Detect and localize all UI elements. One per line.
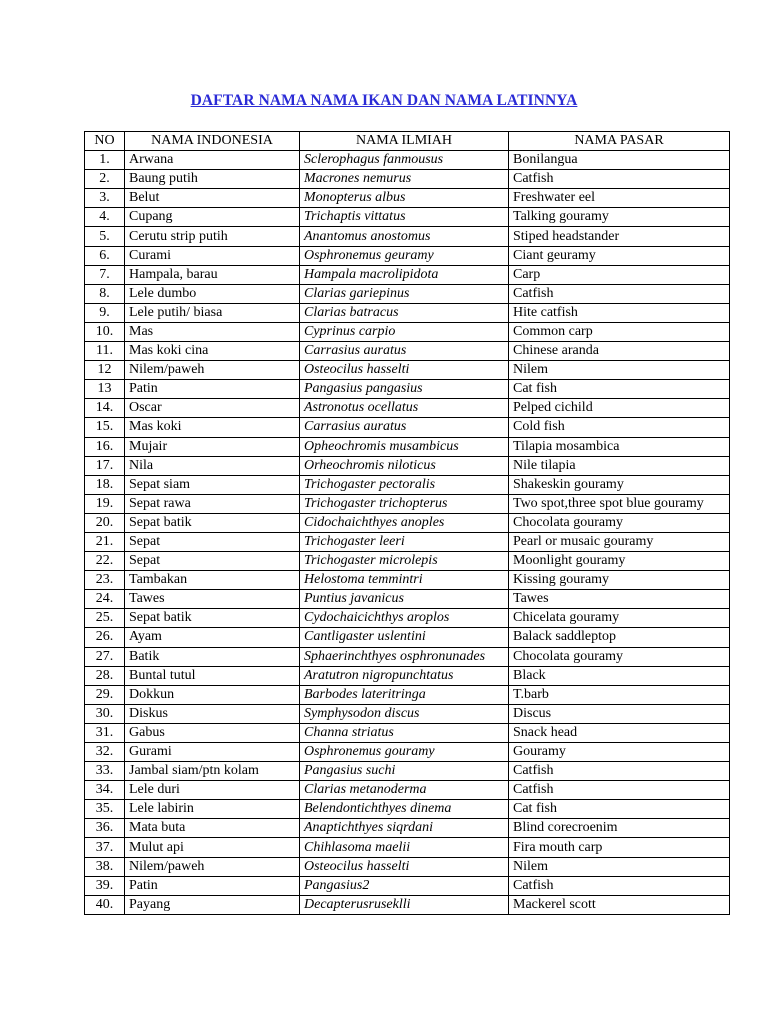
cell-nama-pasar: Chinese aranda <box>509 342 730 361</box>
table-row <box>85 628 730 647</box>
cell-nama-indonesia: Mas koki cina <box>125 342 300 361</box>
table-row <box>85 380 730 399</box>
cell-no: 33. <box>85 762 125 781</box>
table-row <box>85 532 730 551</box>
cell-nama-pasar: T.barb <box>509 685 730 704</box>
cell-no: 30. <box>85 704 125 723</box>
cell-no: 27. <box>85 647 125 666</box>
cell-no: 29. <box>85 685 125 704</box>
cell-nama-ilmiah: Macrones nemurus <box>300 170 509 189</box>
cell-nama-pasar: Black <box>509 666 730 685</box>
cell-no: 18. <box>85 475 125 494</box>
cell-nama-pasar: Catfish <box>509 781 730 800</box>
cell-nama-indonesia: Sepat <box>125 552 300 571</box>
cell-nama-pasar: Catfish <box>509 876 730 895</box>
cell-nama-pasar: Two spot,three spot blue gouramy <box>509 494 730 513</box>
cell-nama-indonesia: Tawes <box>125 590 300 609</box>
cell-no: 15. <box>85 418 125 437</box>
table-row <box>85 781 730 800</box>
cell-no: 17. <box>85 456 125 475</box>
table-row <box>85 361 730 380</box>
cell-nama-pasar: Shakeskin gouramy <box>509 475 730 494</box>
cell-no: 28. <box>85 666 125 685</box>
cell-no: 22. <box>85 552 125 571</box>
cell-nama-ilmiah: Aratutron nigropunchtatus <box>300 666 509 685</box>
table-row <box>85 590 730 609</box>
cell-nama-ilmiah: Cyprinus carpio <box>300 322 509 341</box>
table-row <box>85 303 730 322</box>
cell-nama-indonesia: Nilem/paweh <box>125 857 300 876</box>
table-row <box>85 685 730 704</box>
table-row <box>85 475 730 494</box>
cell-nama-ilmiah: Cydochaicichthys aroplos <box>300 609 509 628</box>
cell-nama-indonesia: Mulut api <box>125 838 300 857</box>
cell-nama-ilmiah: Belendontichthyes dinema <box>300 800 509 819</box>
cell-nama-indonesia: Tambakan <box>125 571 300 590</box>
cell-no: 5. <box>85 227 125 246</box>
cell-nama-pasar: Carp <box>509 265 730 284</box>
table-row <box>85 265 730 284</box>
cell-nama-indonesia: Sepat batik <box>125 513 300 532</box>
table-row <box>85 246 730 265</box>
cell-nama-indonesia: Payang <box>125 895 300 914</box>
cell-nama-pasar: Freshwater eel <box>509 189 730 208</box>
table-row <box>85 456 730 475</box>
cell-nama-pasar: Discus <box>509 704 730 723</box>
column-header-no: NO <box>85 132 125 151</box>
cell-nama-ilmiah: Helostoma temmintri <box>300 571 509 590</box>
cell-nama-indonesia: Arwana <box>125 151 300 170</box>
cell-no: 19. <box>85 494 125 513</box>
cell-nama-ilmiah: Trichaptis vittatus <box>300 208 509 227</box>
cell-nama-pasar: Catfish <box>509 762 730 781</box>
cell-no: 11. <box>85 342 125 361</box>
cell-nama-pasar: Stiped headstander <box>509 227 730 246</box>
cell-nama-ilmiah: Anaptichthyes siqrdani <box>300 819 509 838</box>
cell-nama-ilmiah: Clarias gariepinus <box>300 284 509 303</box>
cell-no: 1. <box>85 151 125 170</box>
cell-nama-indonesia: Buntal tutul <box>125 666 300 685</box>
table-row <box>85 609 730 628</box>
cell-nama-indonesia: Mata buta <box>125 819 300 838</box>
cell-nama-ilmiah: Hampala macrolipidota <box>300 265 509 284</box>
cell-nama-pasar: Catfish <box>509 170 730 189</box>
cell-nama-pasar: Kissing gouramy <box>509 571 730 590</box>
cell-no: 21. <box>85 532 125 551</box>
cell-no: 36. <box>85 819 125 838</box>
cell-nama-ilmiah: Astronotus ocellatus <box>300 399 509 418</box>
table-row <box>85 800 730 819</box>
cell-nama-ilmiah: Decapterusruseklli <box>300 895 509 914</box>
cell-nama-pasar: Gouramy <box>509 743 730 762</box>
cell-nama-indonesia: Lele duri <box>125 781 300 800</box>
cell-nama-pasar: Nile tilapia <box>509 456 730 475</box>
cell-no: 39. <box>85 876 125 895</box>
cell-nama-indonesia: Mas koki <box>125 418 300 437</box>
table-body <box>85 151 730 915</box>
table-row <box>85 571 730 590</box>
cell-nama-ilmiah: Cidochaichthyes anoples <box>300 513 509 532</box>
cell-nama-pasar: Moonlight gouramy <box>509 552 730 571</box>
cell-nama-indonesia: Sepat siam <box>125 475 300 494</box>
cell-nama-indonesia: Sepat rawa <box>125 494 300 513</box>
cell-nama-indonesia: Patin <box>125 380 300 399</box>
cell-nama-ilmiah: Pangasius pangasius <box>300 380 509 399</box>
cell-nama-indonesia: Mujair <box>125 437 300 456</box>
cell-nama-indonesia: Gurami <box>125 743 300 762</box>
cell-no: 35. <box>85 800 125 819</box>
column-header-nama-pasar: NAMA PASAR <box>509 132 730 151</box>
cell-nama-pasar: Cat fish <box>509 380 730 399</box>
cell-no: 13 <box>85 380 125 399</box>
table-row <box>85 189 730 208</box>
cell-nama-pasar: Pelped cichild <box>509 399 730 418</box>
cell-no: 23. <box>85 571 125 590</box>
cell-nama-ilmiah: Orheochromis niloticus <box>300 456 509 475</box>
cell-nama-pasar: Cat fish <box>509 800 730 819</box>
cell-no: 3. <box>85 189 125 208</box>
cell-nama-indonesia: Gabus <box>125 723 300 742</box>
cell-no: 4. <box>85 208 125 227</box>
cell-nama-indonesia: Lele labirin <box>125 800 300 819</box>
cell-nama-ilmiah: Carrasius auratus <box>300 418 509 437</box>
cell-nama-ilmiah: Monopterus albus <box>300 189 509 208</box>
cell-no: 14. <box>85 399 125 418</box>
cell-nama-ilmiah: Carrasius auratus <box>300 342 509 361</box>
cell-nama-pasar: Blind corecroenim <box>509 819 730 838</box>
cell-nama-indonesia: Lele putih/ biasa <box>125 303 300 322</box>
cell-nama-indonesia: Nila <box>125 456 300 475</box>
cell-nama-pasar: Ciant geuramy <box>509 246 730 265</box>
cell-no: 38. <box>85 857 125 876</box>
cell-nama-indonesia: Mas <box>125 322 300 341</box>
cell-nama-ilmiah: Trichogaster microlepis <box>300 552 509 571</box>
cell-nama-pasar: Fira mouth carp <box>509 838 730 857</box>
cell-nama-indonesia: Hampala, barau <box>125 265 300 284</box>
cell-nama-pasar: Cold fish <box>509 418 730 437</box>
cell-nama-ilmiah: Trichogaster trichopterus <box>300 494 509 513</box>
cell-nama-pasar: Snack head <box>509 723 730 742</box>
cell-nama-ilmiah: Osphronemus gouramy <box>300 743 509 762</box>
cell-nama-pasar: Nilem <box>509 857 730 876</box>
cell-nama-pasar: Nilem <box>509 361 730 380</box>
cell-no: 37. <box>85 838 125 857</box>
cell-no: 7. <box>85 265 125 284</box>
table-row <box>85 208 730 227</box>
cell-nama-pasar: Chocolata gouramy <box>509 513 730 532</box>
cell-nama-indonesia: Curami <box>125 246 300 265</box>
cell-nama-ilmiah: Opheochromis musambicus <box>300 437 509 456</box>
table-row <box>85 494 730 513</box>
cell-nama-ilmiah: Trichogaster leeri <box>300 532 509 551</box>
table-row <box>85 876 730 895</box>
table-row <box>85 170 730 189</box>
cell-nama-ilmiah: Sphaerinchthyes osphronunades <box>300 647 509 666</box>
cell-no: 34. <box>85 781 125 800</box>
cell-nama-pasar: Bonilangua <box>509 151 730 170</box>
cell-nama-indonesia: Baung putih <box>125 170 300 189</box>
table-row <box>85 666 730 685</box>
table-row <box>85 513 730 532</box>
column-header-nama-indonesia: NAMA INDONESIA <box>125 132 300 151</box>
cell-nama-pasar: Tawes <box>509 590 730 609</box>
cell-nama-ilmiah: Trichogaster pectoralis <box>300 475 509 494</box>
cell-nama-ilmiah: Sclerophagus fanmousus <box>300 151 509 170</box>
cell-nama-indonesia: Jambal siam/ptn kolam <box>125 762 300 781</box>
cell-nama-ilmiah: Osphronemus geuramy <box>300 246 509 265</box>
cell-nama-ilmiah: Symphysodon discus <box>300 704 509 723</box>
cell-nama-ilmiah: Pangasius2 <box>300 876 509 895</box>
cell-nama-indonesia: Batik <box>125 647 300 666</box>
cell-nama-ilmiah: Channa striatus <box>300 723 509 742</box>
cell-no: 24. <box>85 590 125 609</box>
table-row <box>85 723 730 742</box>
cell-no: 25. <box>85 609 125 628</box>
cell-nama-indonesia: Cupang <box>125 208 300 227</box>
table-row <box>85 819 730 838</box>
cell-nama-ilmiah: Puntius javanicus <box>300 590 509 609</box>
table-row <box>85 437 730 456</box>
cell-no: 12 <box>85 361 125 380</box>
cell-no: 20. <box>85 513 125 532</box>
cell-nama-ilmiah: Clarias batracus <box>300 303 509 322</box>
cell-no: 32. <box>85 743 125 762</box>
cell-nama-pasar: Chicelata gouramy <box>509 609 730 628</box>
table-row <box>85 151 730 170</box>
cell-nama-pasar: Chocolata gouramy <box>509 647 730 666</box>
cell-nama-pasar: Common carp <box>509 322 730 341</box>
table-row <box>85 762 730 781</box>
table-row <box>85 743 730 762</box>
cell-no: 16. <box>85 437 125 456</box>
cell-nama-indonesia: Patin <box>125 876 300 895</box>
cell-no: 9. <box>85 303 125 322</box>
table-row <box>85 857 730 876</box>
cell-nama-indonesia: Oscar <box>125 399 300 418</box>
table-row <box>85 647 730 666</box>
cell-no: 10. <box>85 322 125 341</box>
cell-nama-indonesia: Cerutu strip putih <box>125 227 300 246</box>
cell-no: 40. <box>85 895 125 914</box>
table-header-row <box>85 132 730 151</box>
table-row <box>85 227 730 246</box>
cell-nama-pasar: Talking gouramy <box>509 208 730 227</box>
cell-nama-indonesia: Ayam <box>125 628 300 647</box>
cell-nama-pasar: Hite catfish <box>509 303 730 322</box>
cell-no: 26. <box>85 628 125 647</box>
cell-no: 31. <box>85 723 125 742</box>
table-row <box>85 895 730 914</box>
cell-nama-pasar: Mackerel scott <box>509 895 730 914</box>
table-row <box>85 838 730 857</box>
cell-nama-pasar: Pearl or musaic gouramy <box>509 532 730 551</box>
cell-nama-ilmiah: Osteocilus hasselti <box>300 857 509 876</box>
fish-names-table <box>84 131 730 915</box>
cell-nama-pasar: Catfish <box>509 284 730 303</box>
cell-no: 2. <box>85 170 125 189</box>
cell-nama-ilmiah: Osteocilus hasselti <box>300 361 509 380</box>
cell-nama-ilmiah: Anantomus anostomus <box>300 227 509 246</box>
table-row <box>85 284 730 303</box>
table-row <box>85 552 730 571</box>
page-title: DAFTAR NAMA NAMA IKAN DAN NAMA LATINNYA <box>190 92 578 109</box>
cell-nama-indonesia: Lele dumbo <box>125 284 300 303</box>
cell-nama-indonesia: Belut <box>125 189 300 208</box>
cell-nama-indonesia: Diskus <box>125 704 300 723</box>
cell-nama-ilmiah: Pangasius suchi <box>300 762 509 781</box>
cell-nama-pasar: Tilapia mosambica <box>509 437 730 456</box>
table-row <box>85 418 730 437</box>
table-row <box>85 704 730 723</box>
cell-nama-ilmiah: Barbodes lateritringa <box>300 685 509 704</box>
cell-nama-ilmiah: Clarias metanoderma <box>300 781 509 800</box>
table-row <box>85 342 730 361</box>
table-row <box>85 399 730 418</box>
cell-nama-ilmiah: Chihlasoma maelii <box>300 838 509 857</box>
cell-nama-indonesia: Sepat batik <box>125 609 300 628</box>
cell-nama-ilmiah: Cantligaster uslentini <box>300 628 509 647</box>
column-header-nama-ilmiah: NAMA ILMIAH <box>300 132 509 151</box>
cell-nama-pasar: Balack saddleptop <box>509 628 730 647</box>
cell-no: 8. <box>85 284 125 303</box>
cell-nama-indonesia: Dokkun <box>125 685 300 704</box>
cell-nama-indonesia: Sepat <box>125 532 300 551</box>
cell-no: 6. <box>85 246 125 265</box>
cell-nama-indonesia: Nilem/paweh <box>125 361 300 380</box>
table-row <box>85 322 730 341</box>
